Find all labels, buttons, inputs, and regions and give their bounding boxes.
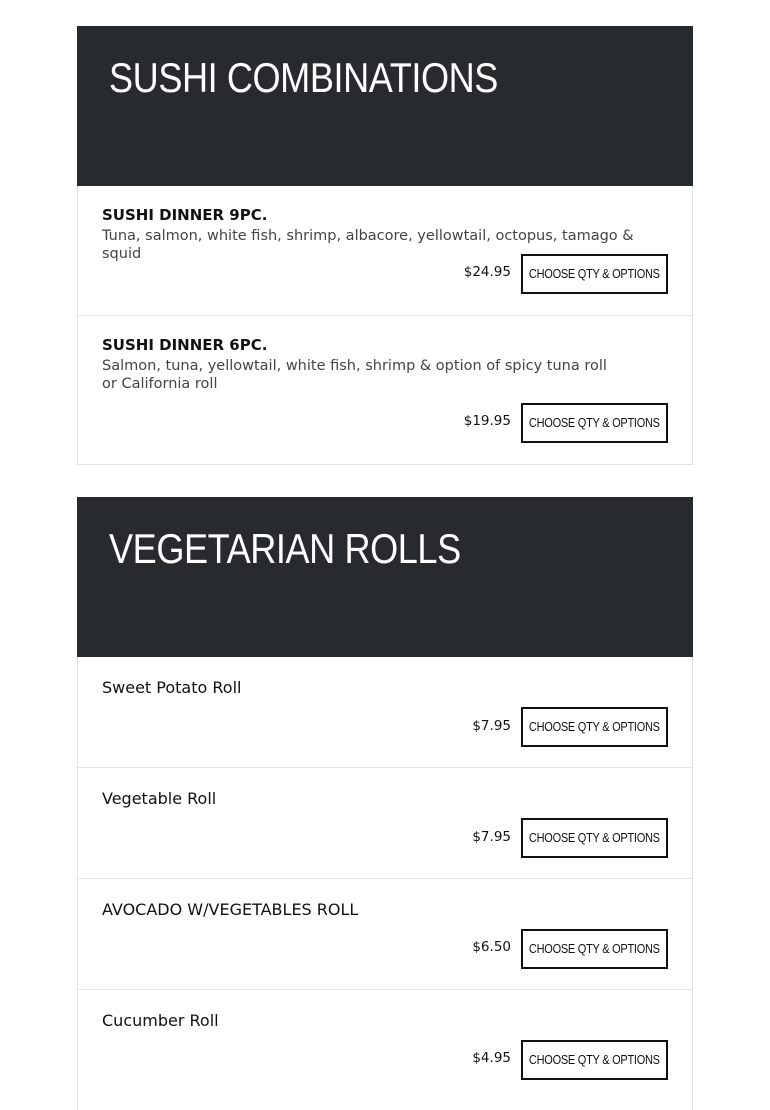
menu-item bbox=[78, 186, 692, 316]
section-header bbox=[77, 26, 693, 186]
menu-item bbox=[78, 879, 692, 990]
choose-qty-options-button[interactable]: CHOOSE QTY & OPTIONS bbox=[521, 818, 668, 858]
item-price: $7.95 bbox=[472, 829, 511, 845]
item-description: Tuna, salmon, white fish, shrimp, albacore, yellowtail, octopus, tamago & squid bbox=[102, 228, 634, 262]
item-name: SUSHI DINNER 6PC. bbox=[102, 336, 268, 354]
item-price: $7.95 bbox=[472, 718, 511, 734]
menu-section-sushi-combinations bbox=[77, 26, 693, 465]
item-name: AVOCADO W/VEGETABLES ROLL bbox=[102, 900, 359, 919]
item-price: $24.95 bbox=[463, 264, 511, 280]
item-price: $6.50 bbox=[472, 939, 511, 955]
item-price: $19.95 bbox=[463, 413, 511, 429]
item-name: SUSHI DINNER 9PC. bbox=[102, 206, 268, 224]
menu-item bbox=[78, 316, 692, 465]
section-title: SUSHI COMBINATIONS bbox=[109, 54, 498, 101]
menu-item bbox=[78, 990, 692, 1110]
item-name: Cucumber Roll bbox=[102, 1011, 219, 1030]
item-price: $4.95 bbox=[472, 1050, 511, 1066]
choose-qty-options-button[interactable]: CHOOSE QTY & OPTIONS bbox=[521, 1040, 668, 1080]
item-list bbox=[77, 657, 693, 1110]
menu-item bbox=[78, 768, 692, 879]
section-title: VEGETARIAN ROLLS bbox=[109, 525, 461, 572]
menu-item bbox=[78, 657, 692, 768]
item-name: Vegetable Roll bbox=[102, 789, 217, 808]
item-name: Sweet Potato Roll bbox=[102, 678, 242, 697]
choose-qty-options-button[interactable]: CHOOSE QTY & OPTIONS bbox=[521, 254, 668, 294]
choose-qty-options-button[interactable]: CHOOSE QTY & OPTIONS bbox=[521, 403, 668, 443]
choose-qty-options-button[interactable]: CHOOSE QTY & OPTIONS bbox=[521, 929, 668, 969]
item-list bbox=[77, 186, 693, 465]
choose-qty-options-button[interactable]: CHOOSE QTY & OPTIONS bbox=[521, 707, 668, 747]
section-header bbox=[77, 497, 693, 657]
menu-section-vegetarian-rolls bbox=[77, 497, 693, 1110]
item-description: Salmon, tuna, yellowtail, white fish, shrimp & option of spicy tuna roll or California roll bbox=[102, 358, 607, 392]
